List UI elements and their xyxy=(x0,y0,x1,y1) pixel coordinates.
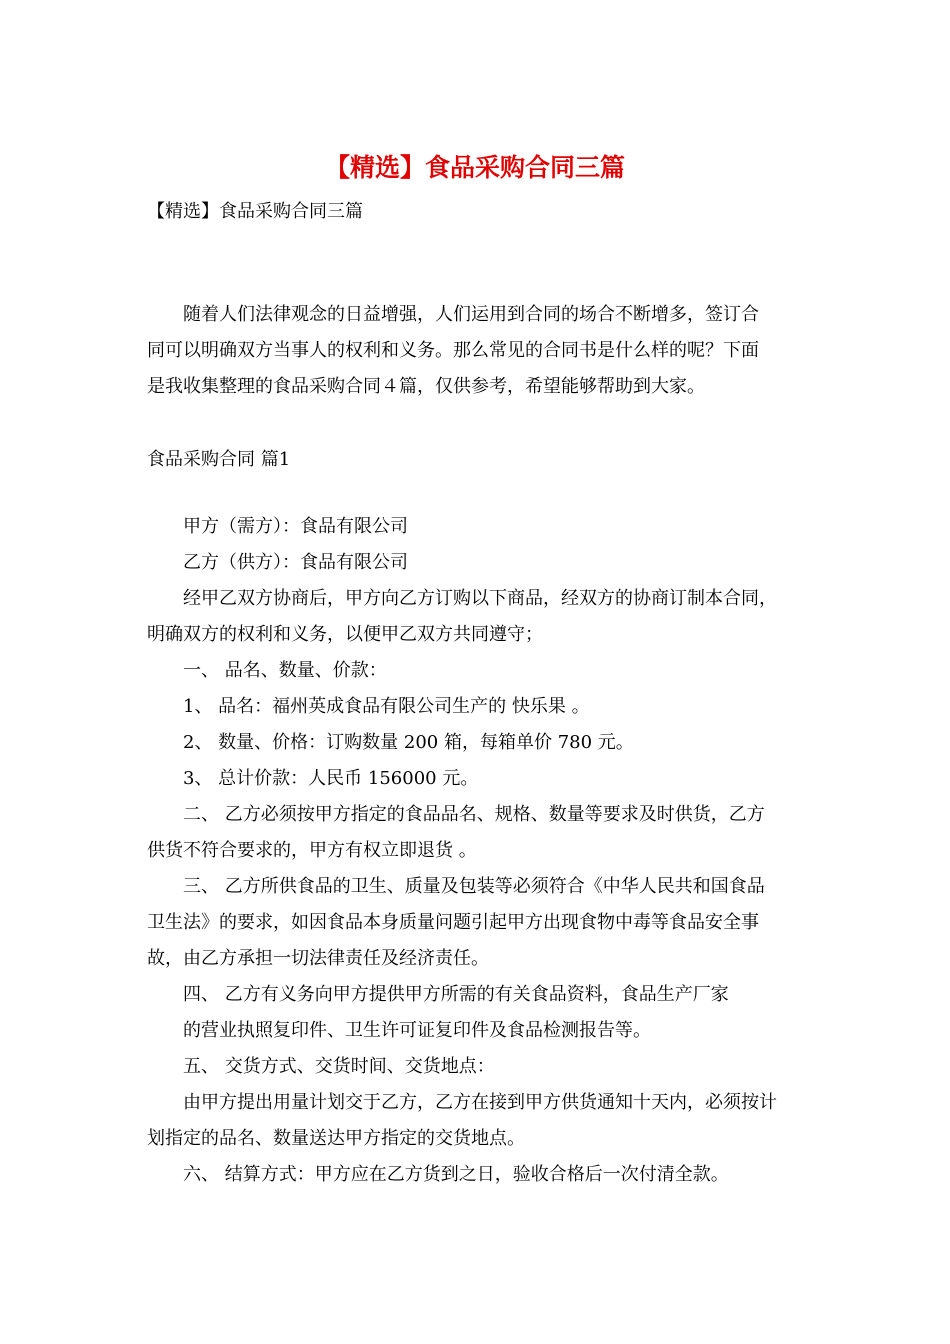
body-line: 二、 乙方必须按甲方指定的食品品名、规格、数量等要求及时供货，乙方 xyxy=(147,804,765,825)
body-line: 一、 品名、数量、价款： xyxy=(147,660,387,681)
body-line: 故，由乙方承担一切法律责任及经济责任。 xyxy=(147,948,489,969)
contract-body xyxy=(147,509,812,1193)
section-heading: 食品采购合同 篇1 xyxy=(147,449,291,470)
body-line: 甲方（需方）：食品有限公司 xyxy=(147,516,408,537)
body-line: 三、 乙方所供食品的卫生、质量及包装等必须符合《中华人民共和国食品 xyxy=(147,876,765,897)
body-line: 四、 乙方有义务向甲方提供甲方所需的有关食品资料，食品生产厂家 xyxy=(147,984,729,1005)
body-line: 乙方（供方）：食品有限公司 xyxy=(147,552,408,573)
body-line: 3、 总计价款：人民币 156000 元。 xyxy=(147,768,479,789)
intro-line: 随着人们法律观念的日益增强，人们运用到合同的场合不断增多，签订合 xyxy=(147,304,759,325)
body-line: 划指定的品名、数量送达甲方指定的交货地点。 xyxy=(147,1128,525,1149)
body-line: 明确双方的权利和义务，以便甲乙双方共同遵守； xyxy=(147,624,543,645)
document-subtitle: 【精选】食品采购合同三篇 xyxy=(147,201,363,222)
body-line: 经甲乙双方协商后，甲方向乙方订购以下商品，经双方的协商订制本合同， xyxy=(147,588,777,609)
body-line: 卫生法》的要求，如因食品本身质量问题引起甲方出现食物中毒等食品安全事 xyxy=(147,912,759,933)
body-line: 2、 数量、价格：订购数量 200 箱，每箱单价 780 元。 xyxy=(147,732,634,753)
body-line: 的营业执照复印件、卫生许可证复印件及食品检测报告等。 xyxy=(147,1020,651,1041)
body-line: 五、 交货方式、交货时间、交货地点： xyxy=(147,1056,495,1077)
intro-line: 同可以明确双方当事人的权利和义务。那么常见的合同书是什么样的呢？下面 xyxy=(147,340,759,361)
body-line: 由甲方提出用量计划交于乙方，乙方在接到甲方供货通知十天内，必须按计 xyxy=(147,1092,777,1113)
body-line: 供货不符合要求的，甲方有权立即退货 。 xyxy=(147,840,477,861)
intro-line: 是我收集整理的食品采购合同４篇，仅供参考，希望能够帮助到大家。 xyxy=(147,376,705,397)
document-title: 【精选】食品采购合同三篇 xyxy=(324,153,625,182)
intro-paragraph xyxy=(147,297,812,405)
body-line: 六、 结算方式：甲方应在乙方货到之日，验收合格后一次付清全款。 xyxy=(147,1164,729,1185)
body-line: 1、 品名：福州英成食品有限公司生产的 快乐果 。 xyxy=(147,696,590,717)
